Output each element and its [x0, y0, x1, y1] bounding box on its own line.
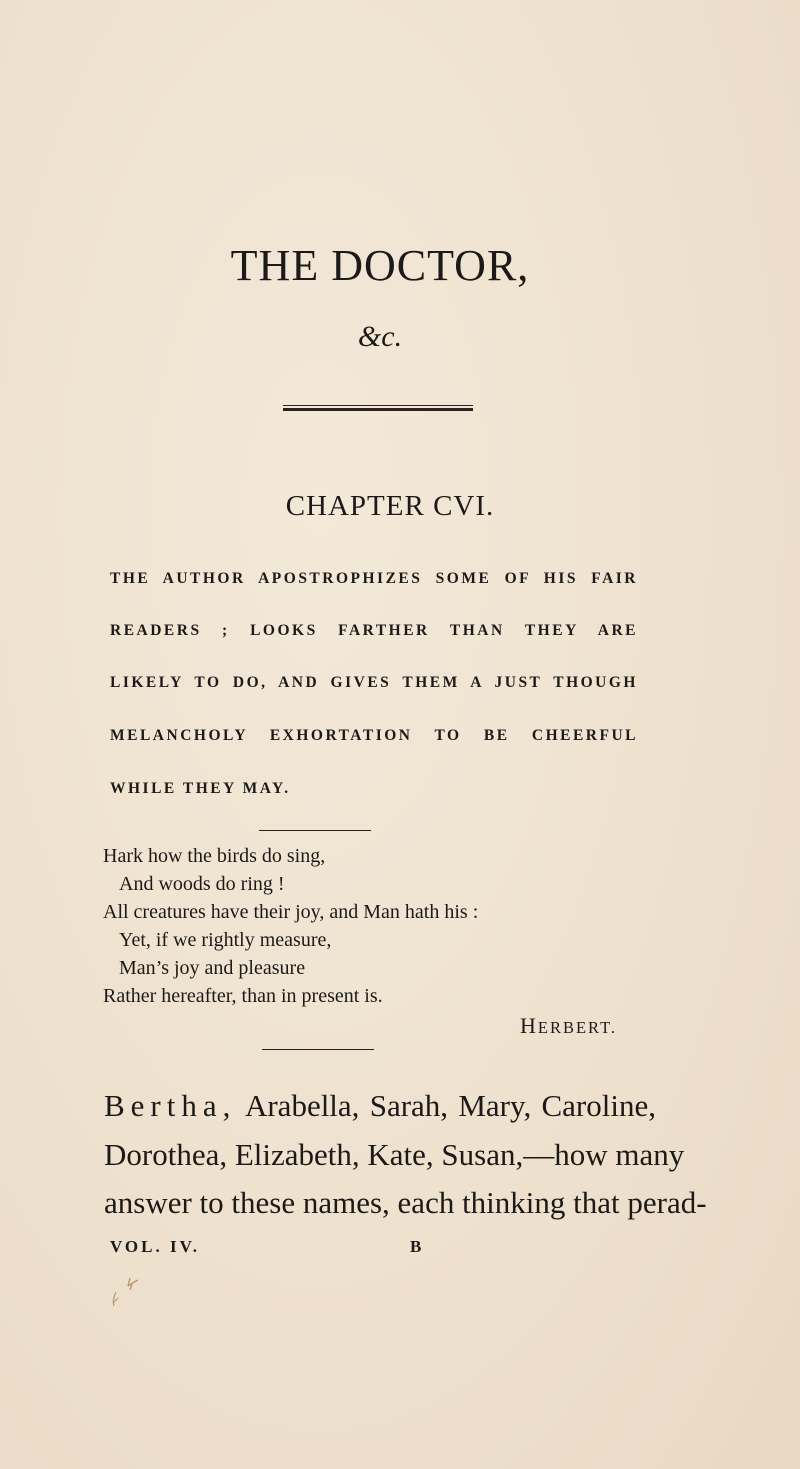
book-subtitle: &c. [357, 320, 403, 353]
verse-line: Yet, if we rightly measure, [119, 929, 332, 951]
summary-line: MELANCHOLY EXHORTATION TO BE CHEERFUL [110, 727, 638, 744]
chapter-heading: CHAPTER CVI. [285, 490, 495, 522]
body-line: Bertha, Arabella, Sarah, Mary, Caroline, [104, 1088, 656, 1123]
pencil-mark-icon [108, 1272, 144, 1312]
verse-line: All creatures have their joy, and Man hath his : [103, 901, 479, 923]
body-line: answer to these names, each thinking that perad- [104, 1185, 707, 1220]
summary-line: LIKELY TO DO, AND GIVES THEM A JUST THOUGH [110, 674, 638, 691]
double-rule-divider [283, 405, 473, 411]
first-word: Bertha, [104, 1088, 237, 1123]
verse-line: And woods do ring ! [119, 873, 285, 895]
summary-line: WHILE THEY MAY. [110, 780, 291, 797]
verse-line: Rather hereafter, than in present is. [103, 985, 383, 1007]
verse-line: Man’s joy and pleasure [119, 957, 306, 979]
divider-rule [262, 1049, 374, 1050]
summary-line: READERS ; LOOKS FARTHER THAN THEY ARE [110, 622, 638, 639]
divider-rule [259, 830, 371, 831]
body-line: Dorothea, Elizabeth, Kate, Susan,—how many [104, 1137, 685, 1172]
verse-line: Hark how the birds do sing, [103, 845, 326, 867]
epigraph-attribution: HERBERT. [520, 1013, 618, 1038]
volume-marker: VOL. IV. [110, 1237, 200, 1256]
signature-mark: B [410, 1237, 422, 1256]
book-title: THE DOCTOR, [230, 241, 530, 290]
summary-line: THE AUTHOR APOSTROPHIZES SOME OF HIS FAIR [110, 570, 638, 587]
